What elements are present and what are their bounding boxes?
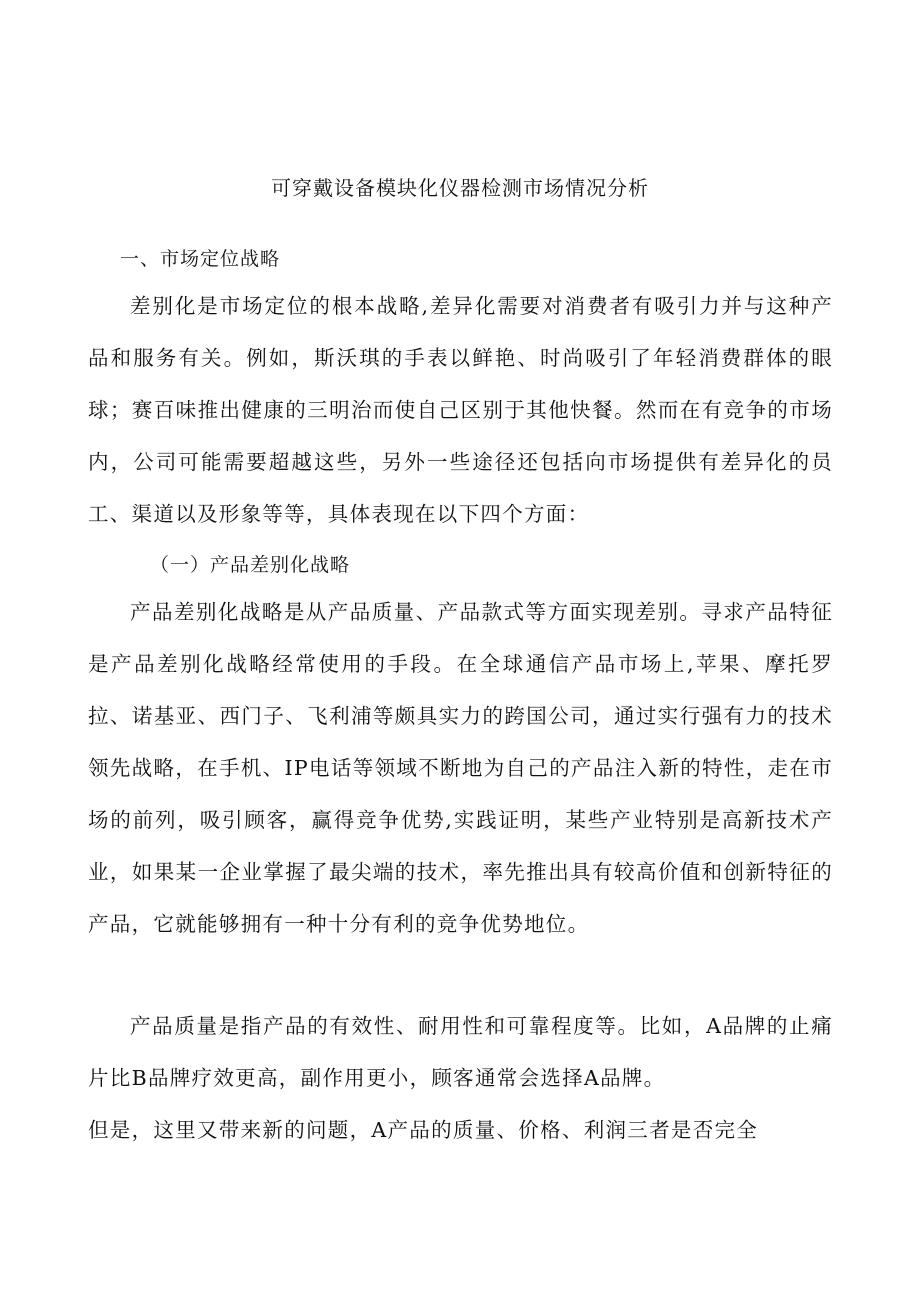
section-heading-market-positioning: 一、市场定位战略	[120, 248, 281, 270]
paragraph-differentiation: 差别化是市场定位的根本战略,差异化需要对消费者有吸引力并与这种产品和服务有关。例如，斯沃琪的手表以鲜艳、时尚吸引了年轻消费群体的眼球；赛百味推出健康的三明治而使自己区别于其他快餐。然而在有竞争的市场内，公司可能需要超越这些，另外一些途径还包括向市场提供有差异化的员工、渠道以及形象等等，具体表现在以下四个方面：	[88, 294, 833, 526]
subsection-heading-product-differentiation: （一）产品差别化战略	[150, 554, 351, 576]
paragraph-product-quality: 产品质量是指产品的有效性、耐用性和可靠程度等。比如，A品牌的止痛片比B品牌疗效更高，副作用更小，顾客通常会选择A品牌。	[88, 1014, 833, 1090]
paragraph-quality-question: 但是，这里又带来新的问题，A产品的质量、价格、利润三者是否完全	[88, 1118, 759, 1142]
document-title: 可穿戴设备模块化仪器检测市场情况分析	[271, 176, 649, 200]
paragraph-product-differentiation: 产品差别化战略是从产品质量、产品款式等方面实现差别。寻求产品特征是产品差别化战略经常使用的手段。在全球通信产品市场上,苹果、摩托罗拉、诺基亚、西门子、飞利浦等颇具实力的跨国公司，通过实行强有力的技术领先战略，在手机、IP电话等领域不断地为自己的产品注入新的特性，走在市场的前列，吸引顾客，赢得竞争优势,实践证明，某些产业特别是高新技术产业，如果某一企业掌握了最尖端的技术，率先推出具有较高价值和创新特征的产品，它就能够拥有一种十分有利的竞争优势地位。	[88, 600, 833, 936]
